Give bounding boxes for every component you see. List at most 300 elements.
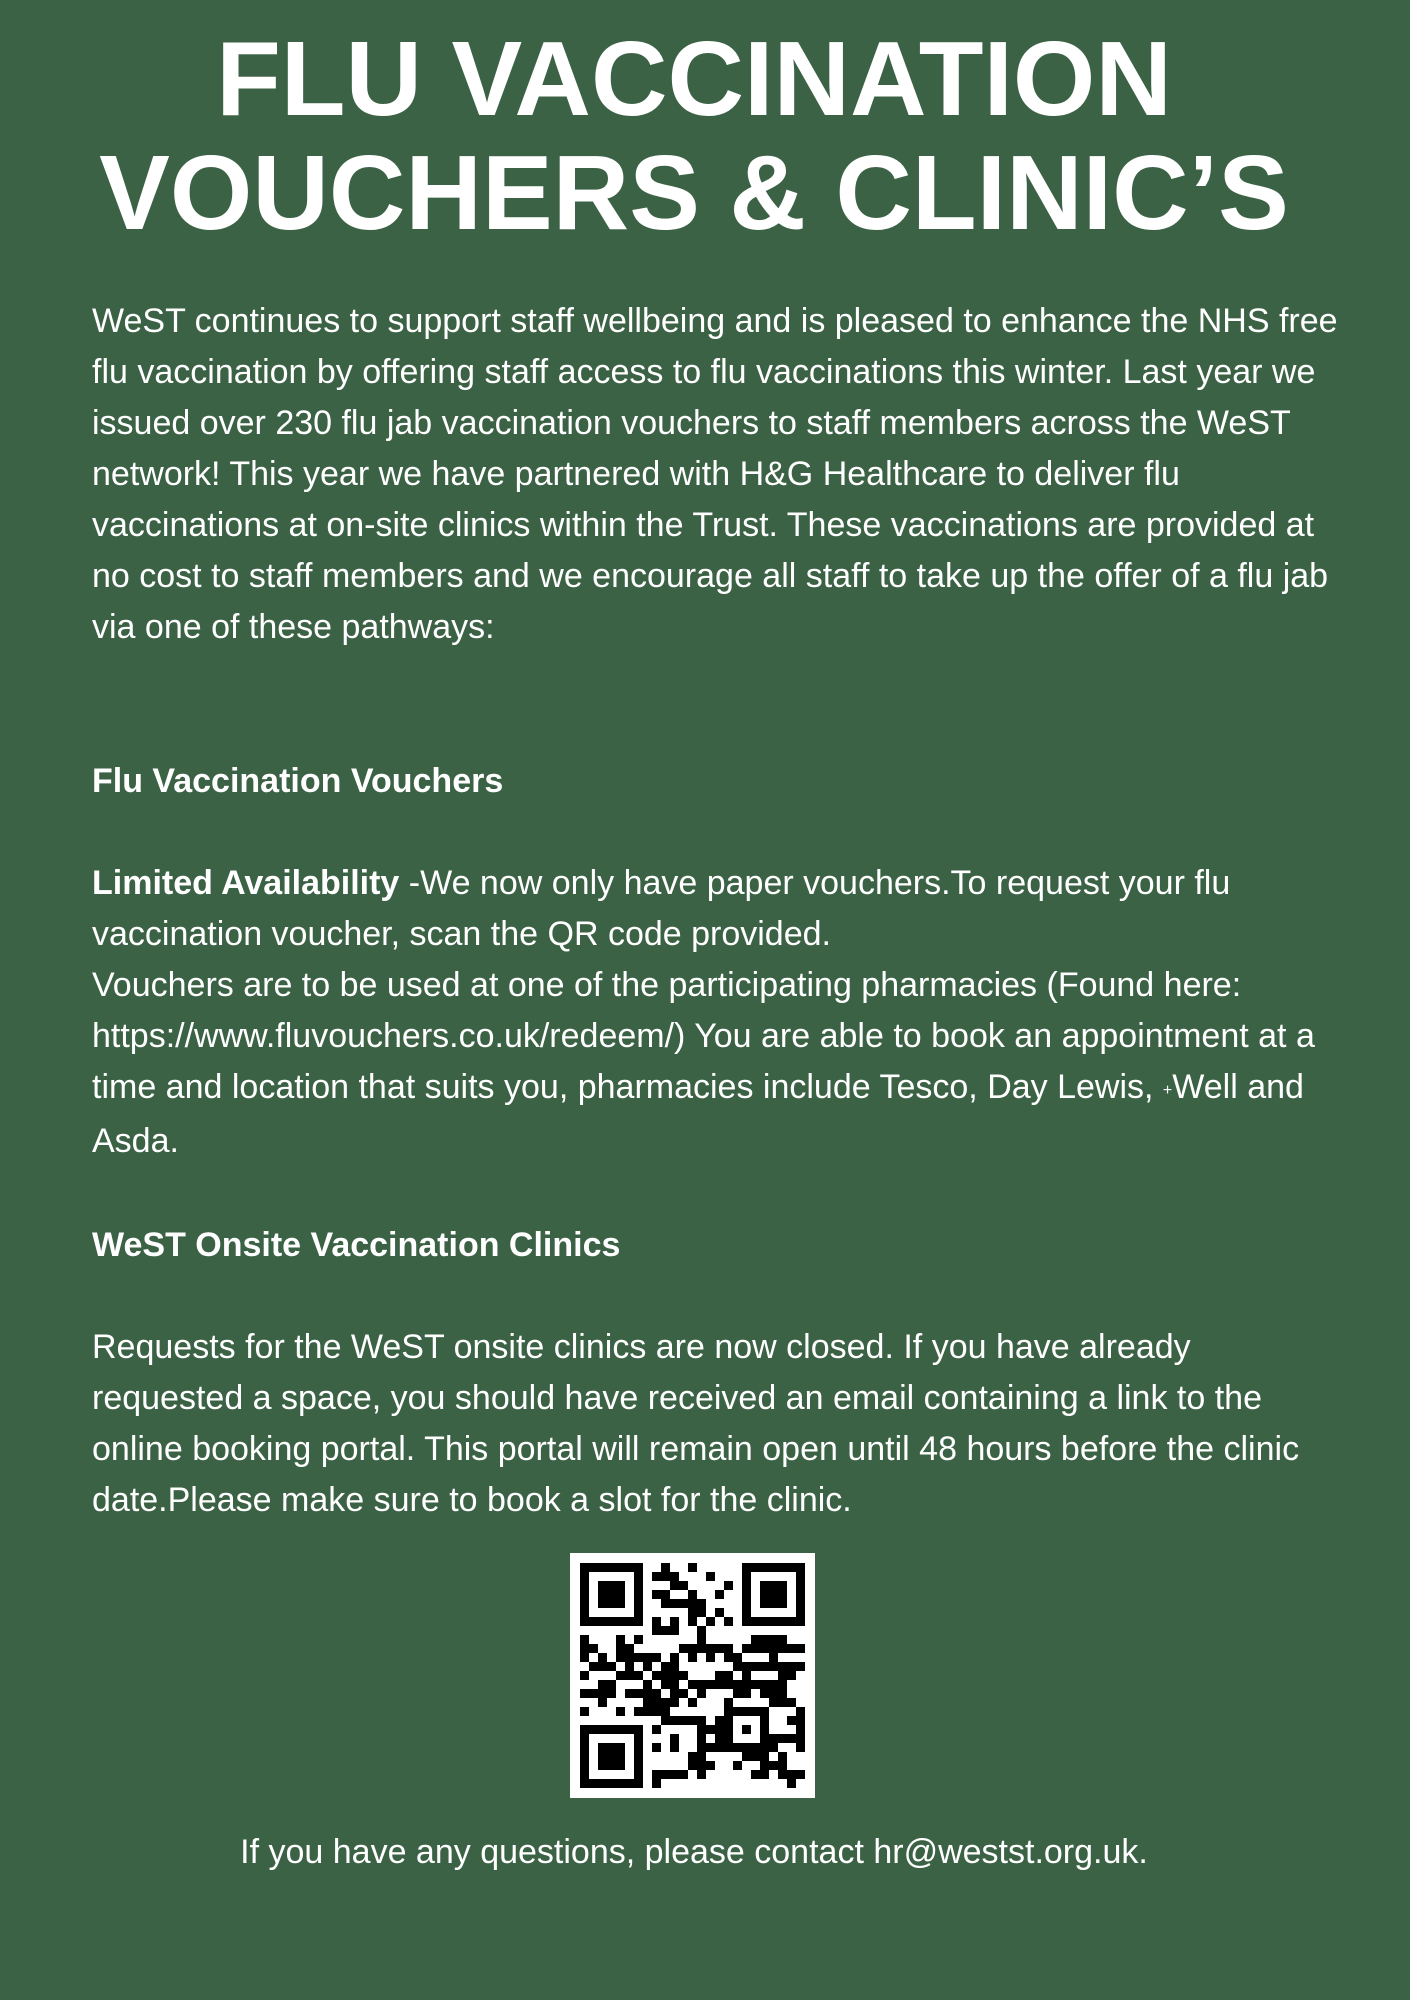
- qr-module: [796, 1590, 805, 1599]
- qr-module: [634, 1761, 643, 1770]
- qr-module: [625, 1689, 634, 1698]
- qr-module: [580, 1563, 589, 1572]
- qr-module: [652, 1689, 661, 1698]
- qr-module: [742, 1725, 751, 1734]
- qr-module: [787, 1779, 796, 1788]
- qr-module: [670, 1653, 679, 1662]
- qr-module: [616, 1752, 625, 1761]
- qr-module: [706, 1743, 715, 1752]
- qr-module: [787, 1662, 796, 1671]
- qr-module: [778, 1671, 787, 1680]
- qr-module: [742, 1563, 751, 1572]
- qr-module: [778, 1680, 787, 1689]
- qr-module: [652, 1653, 661, 1662]
- qr-module: [598, 1752, 607, 1761]
- qr-module: [580, 1572, 589, 1581]
- qr-module: [751, 1707, 760, 1716]
- qr-module: [634, 1671, 643, 1680]
- limited-we: -We: [399, 864, 471, 902]
- qr-module: [778, 1617, 787, 1626]
- qr-module: [688, 1716, 697, 1725]
- qr-module: [769, 1599, 778, 1608]
- qr-module: [706, 1680, 715, 1689]
- qr-module: [580, 1617, 589, 1626]
- qr-module: [634, 1590, 643, 1599]
- qr-module: [580, 1743, 589, 1752]
- qr-module: [796, 1734, 805, 1743]
- qr-module: [643, 1680, 652, 1689]
- qr-module: [616, 1563, 625, 1572]
- qr-module: [769, 1680, 778, 1689]
- qr-module: [769, 1689, 778, 1698]
- qr-module: [787, 1770, 796, 1779]
- qr-module: [751, 1743, 760, 1752]
- qr-module: [625, 1725, 634, 1734]
- page-edge-divider: [1410, 0, 1414, 2000]
- qr-module: [607, 1563, 616, 1572]
- qr-module: [661, 1662, 670, 1671]
- qr-module: [625, 1671, 634, 1680]
- qr-module: [580, 1590, 589, 1599]
- qr-module: [724, 1743, 733, 1752]
- qr-module: [607, 1743, 616, 1752]
- qr-module: [598, 1653, 607, 1662]
- qr-module: [661, 1563, 670, 1572]
- qr-module: [616, 1581, 625, 1590]
- qr-module: [670, 1743, 679, 1752]
- qr-module: [778, 1590, 787, 1599]
- qr-module: [715, 1743, 724, 1752]
- limited-text-3: Well and Asda.: [92, 1068, 1304, 1160]
- qr-module: [679, 1581, 688, 1590]
- qr-module: [607, 1761, 616, 1770]
- qr-module: [796, 1707, 805, 1716]
- qr-module: [778, 1563, 787, 1572]
- qr-module: [643, 1662, 652, 1671]
- qr-module: [652, 1572, 661, 1581]
- qr-module: [661, 1626, 670, 1635]
- qr-module: [616, 1743, 625, 1752]
- qr-module: [661, 1770, 670, 1779]
- qr-module: [697, 1716, 706, 1725]
- qr-module: [580, 1725, 589, 1734]
- qr-module: [598, 1662, 607, 1671]
- qr-module: [769, 1662, 778, 1671]
- qr-module: [634, 1725, 643, 1734]
- qr-module: [643, 1707, 652, 1716]
- limited-availability-label: Limited Availability: [92, 864, 400, 902]
- qr-module: [598, 1680, 607, 1689]
- qr-module: [679, 1671, 688, 1680]
- qr-module: [715, 1725, 724, 1734]
- qr-module: [607, 1689, 616, 1698]
- qr-module: [679, 1599, 688, 1608]
- qr-module: [670, 1572, 679, 1581]
- qr-module: [769, 1653, 778, 1662]
- qr-module: [742, 1671, 751, 1680]
- qr-module: [661, 1671, 670, 1680]
- qr-code-graphic: [580, 1563, 805, 1788]
- qr-module: [724, 1644, 733, 1653]
- qr-module: [706, 1761, 715, 1770]
- qr-module: [580, 1734, 589, 1743]
- qr-module: [697, 1761, 706, 1770]
- qr-module: [769, 1563, 778, 1572]
- qr-module: [742, 1680, 751, 1689]
- qr-module: [598, 1617, 607, 1626]
- qr-module: [589, 1779, 598, 1788]
- qr-module: [580, 1761, 589, 1770]
- qr-module: [733, 1707, 742, 1716]
- qr-module: [670, 1716, 679, 1725]
- qr-module: [670, 1770, 679, 1779]
- qr-module: [616, 1644, 625, 1653]
- qr-module: [607, 1779, 616, 1788]
- qr-module: [796, 1563, 805, 1572]
- limited-text-1: now only have paper vouchers.To request your flu vaccination voucher, scan the QR code provided.: [92, 864, 1231, 953]
- qr-module: [616, 1653, 625, 1662]
- qr-module: [625, 1644, 634, 1653]
- qr-module: [796, 1581, 805, 1590]
- qr-module: [670, 1680, 679, 1689]
- qr-module: [751, 1770, 760, 1779]
- qr-module: [652, 1617, 661, 1626]
- qr-module: [607, 1662, 616, 1671]
- qr-module: [706, 1617, 715, 1626]
- qr-module: [742, 1689, 751, 1698]
- qr-module: [598, 1779, 607, 1788]
- qr-module: [751, 1563, 760, 1572]
- qr-module: [670, 1599, 679, 1608]
- qr-module: [652, 1779, 661, 1788]
- vouchers-heading: Flu Vaccination Vouchers: [92, 762, 504, 800]
- qr-module: [769, 1761, 778, 1770]
- qr-module: [733, 1689, 742, 1698]
- qr-module: [733, 1743, 742, 1752]
- qr-module: [733, 1680, 742, 1689]
- qr-module: [625, 1563, 634, 1572]
- qr-module: [706, 1572, 715, 1581]
- qr-module: [697, 1770, 706, 1779]
- qr-module: [742, 1752, 751, 1761]
- qr-module: [661, 1716, 670, 1725]
- qr-module: [580, 1707, 589, 1716]
- limited-text-2: Vouchers are to be used at one of the participating pharmacies (Found here: https://www.fluvouchers.co.uk/redeem/) You are able to book an appointment at a time and location that suits you, pharmacies include Tesco, Day Lewis,: [92, 966, 1315, 1106]
- qr-module: [796, 1572, 805, 1581]
- qr-module: [688, 1680, 697, 1689]
- qr-module: [589, 1662, 598, 1671]
- qr-module: [634, 1581, 643, 1590]
- qr-module: [796, 1716, 805, 1725]
- qr-module: [598, 1599, 607, 1608]
- qr-module: [598, 1590, 607, 1599]
- qr-module: [634, 1779, 643, 1788]
- qr-module: [634, 1635, 643, 1644]
- qr-module: [760, 1743, 769, 1752]
- qr-module: [742, 1608, 751, 1617]
- qr-module: [598, 1563, 607, 1572]
- qr-module: [580, 1671, 589, 1680]
- qr-module: [652, 1626, 661, 1635]
- qr-module: [661, 1599, 670, 1608]
- qr-module: [670, 1671, 679, 1680]
- qr-module: [697, 1743, 706, 1752]
- qr-module: [580, 1653, 589, 1662]
- qr-module: [598, 1761, 607, 1770]
- qr-module: [607, 1725, 616, 1734]
- qr-module: [625, 1653, 634, 1662]
- qr-module: [589, 1689, 598, 1698]
- qr-module: [742, 1662, 751, 1671]
- qr-module: [652, 1590, 661, 1599]
- qr-module: [742, 1743, 751, 1752]
- qr-module: [580, 1752, 589, 1761]
- qr-module: [661, 1698, 670, 1707]
- qr-module: [787, 1617, 796, 1626]
- qr-module: [661, 1707, 670, 1716]
- qr-module: [634, 1572, 643, 1581]
- qr-module: [670, 1662, 679, 1671]
- qr-module: [625, 1662, 634, 1671]
- qr-module: [688, 1644, 697, 1653]
- qr-module: [715, 1644, 724, 1653]
- qr-module: [769, 1617, 778, 1626]
- qr-module: [634, 1770, 643, 1779]
- qr-module: [616, 1761, 625, 1770]
- qr-module: [715, 1680, 724, 1689]
- qr-module: [580, 1770, 589, 1779]
- qr-module: [679, 1644, 688, 1653]
- qr-module: [751, 1752, 760, 1761]
- qr-module: [796, 1725, 805, 1734]
- qr-module: [634, 1608, 643, 1617]
- qr-module: [769, 1734, 778, 1743]
- qr-module: [652, 1671, 661, 1680]
- qr-module: [760, 1770, 769, 1779]
- qr-module: [760, 1707, 769, 1716]
- qr-module: [652, 1698, 661, 1707]
- qr-module: [796, 1644, 805, 1653]
- qr-module: [580, 1599, 589, 1608]
- qr-module: [634, 1563, 643, 1572]
- qr-module: [715, 1608, 724, 1617]
- qr-module: [751, 1662, 760, 1671]
- plus-symbol: +: [1162, 1082, 1173, 1099]
- qr-module: [697, 1635, 706, 1644]
- qr-module: [580, 1608, 589, 1617]
- qr-module: [634, 1617, 643, 1626]
- qr-module: [688, 1752, 697, 1761]
- qr-module: [598, 1581, 607, 1590]
- qr-module: [796, 1770, 805, 1779]
- qr-module: [796, 1662, 805, 1671]
- qr-module: [616, 1671, 625, 1680]
- qr-module: [625, 1617, 634, 1626]
- qr-module: [688, 1590, 697, 1599]
- qr-module: [697, 1734, 706, 1743]
- contact-line: If you have any questions, please contact hr@westst.org.uk.: [240, 1833, 1148, 1871]
- qr-module: [670, 1617, 679, 1626]
- qr-module: [787, 1563, 796, 1572]
- qr-module: [796, 1617, 805, 1626]
- qr-module: [760, 1635, 769, 1644]
- qr-module: [643, 1689, 652, 1698]
- qr-module: [760, 1599, 769, 1608]
- qr-module: [742, 1572, 751, 1581]
- qr-module: [751, 1680, 760, 1689]
- qr-module: [634, 1752, 643, 1761]
- qr-module: [688, 1698, 697, 1707]
- qr-module: [652, 1770, 661, 1779]
- qr-module: [760, 1716, 769, 1725]
- qr-module: [643, 1653, 652, 1662]
- qr-module: [670, 1734, 679, 1743]
- qr-module: [742, 1590, 751, 1599]
- qr-module: [742, 1617, 751, 1626]
- qr-module: [742, 1707, 751, 1716]
- qr-module: [796, 1608, 805, 1617]
- qr-module: [607, 1590, 616, 1599]
- qr-module: [634, 1653, 643, 1662]
- qr-module: [652, 1725, 661, 1734]
- qr-module: [778, 1581, 787, 1590]
- qr-module: [688, 1608, 697, 1617]
- qr-module: [607, 1680, 616, 1689]
- qr-module: [670, 1689, 679, 1698]
- qr-module: [733, 1662, 742, 1671]
- qr-module: [769, 1635, 778, 1644]
- qr-module: [634, 1707, 643, 1716]
- qr-module: [634, 1689, 643, 1698]
- qr-module: [778, 1599, 787, 1608]
- qr-module: [679, 1716, 688, 1725]
- qr-module: [769, 1590, 778, 1599]
- qr-module: [616, 1635, 625, 1644]
- qr-module: [697, 1626, 706, 1635]
- qr-module: [688, 1617, 697, 1626]
- clinics-paragraph: Requests for the WeST onsite clinics are now closed. If you have already requested a space, you should have received an email containing a link to the online booking portal. This portal will remain open until 48 hours before the clinic date.Please make sure to book a slot for the clinic.: [92, 1328, 1300, 1519]
- qr-module: [724, 1653, 733, 1662]
- qr-module: [724, 1680, 733, 1689]
- qr-module: [796, 1599, 805, 1608]
- qr-module: [616, 1617, 625, 1626]
- qr-module: [598, 1743, 607, 1752]
- qr-module: [787, 1698, 796, 1707]
- qr-module: [796, 1743, 805, 1752]
- qr-module: [697, 1644, 706, 1653]
- qr-module: [751, 1635, 760, 1644]
- qr-module: [760, 1590, 769, 1599]
- qr-module: [652, 1707, 661, 1716]
- qr-module: [778, 1662, 787, 1671]
- qr-module: [769, 1698, 778, 1707]
- qr-module: [778, 1635, 787, 1644]
- qr-module: [724, 1716, 733, 1725]
- qr-module: [589, 1725, 598, 1734]
- qr-module: [715, 1734, 724, 1743]
- qr-module: [589, 1617, 598, 1626]
- qr-module: [724, 1617, 733, 1626]
- vouchers-paragraph: [92, 858, 1342, 1167]
- qr-module: [661, 1680, 670, 1689]
- qr-module: [652, 1743, 661, 1752]
- qr-module: [670, 1698, 679, 1707]
- qr-module: [688, 1761, 697, 1770]
- qr-module: [616, 1779, 625, 1788]
- qr-module: [787, 1716, 796, 1725]
- qr-module: [697, 1608, 706, 1617]
- qr-module: [760, 1617, 769, 1626]
- qr-module: [769, 1581, 778, 1590]
- qr-code-icon: [570, 1553, 815, 1798]
- qr-module: [760, 1689, 769, 1698]
- qr-module: [679, 1770, 688, 1779]
- qr-module: [607, 1752, 616, 1761]
- qr-module: [643, 1698, 652, 1707]
- qr-module: [634, 1743, 643, 1752]
- qr-module: [769, 1644, 778, 1653]
- qr-module: [589, 1563, 598, 1572]
- qr-module: [607, 1599, 616, 1608]
- clinics-heading: WeST Onsite Vaccination Clinics: [92, 1226, 621, 1264]
- qr-module: [742, 1644, 751, 1653]
- qr-module: [787, 1734, 796, 1743]
- qr-module: [715, 1590, 724, 1599]
- qr-module: [706, 1653, 715, 1662]
- intro-paragraph: WeST continues to support staff wellbeing and is pleased to enhance the NHS free flu vaccination by offering staff access to flu vaccinations this winter. Last year we issued over 230 flu jab vaccination vouchers to staff members across the WeST network! This year we have partnered with H&G Healthcare to deliver flu vaccinations at on-site clinics within the Trust. These vaccinations are provided at no cost to staff members and we encourage all staff to take up the offer of a flu jab via one of these pathways:: [92, 302, 1338, 646]
- qr-module: [598, 1725, 607, 1734]
- qr-module: [751, 1617, 760, 1626]
- qr-module: [589, 1644, 598, 1653]
- qr-module: [688, 1653, 697, 1662]
- qr-module: [616, 1707, 625, 1716]
- qr-module: [715, 1716, 724, 1725]
- qr-module: [598, 1689, 607, 1698]
- qr-module: [787, 1671, 796, 1680]
- qr-module: [580, 1779, 589, 1788]
- qr-module: [697, 1599, 706, 1608]
- qr-module: [580, 1689, 589, 1698]
- qr-module: [778, 1644, 787, 1653]
- qr-module: [697, 1725, 706, 1734]
- qr-module: [778, 1761, 787, 1770]
- qr-module: [661, 1590, 670, 1599]
- qr-module: [733, 1761, 742, 1770]
- page-title: [0, 22, 1388, 250]
- qr-module: [760, 1752, 769, 1761]
- qr-module: [724, 1734, 733, 1743]
- qr-module: [706, 1644, 715, 1653]
- qr-module: [769, 1743, 778, 1752]
- qr-module: [760, 1725, 769, 1734]
- qr-module: [661, 1572, 670, 1581]
- qr-module: [724, 1581, 733, 1590]
- qr-module: [742, 1599, 751, 1608]
- qr-module: [724, 1707, 733, 1716]
- qr-module: [634, 1599, 643, 1608]
- qr-module: [616, 1599, 625, 1608]
- qr-module: [697, 1752, 706, 1761]
- qr-module: [715, 1671, 724, 1680]
- qr-module: [580, 1635, 589, 1644]
- qr-module: [625, 1779, 634, 1788]
- qr-module: [634, 1734, 643, 1743]
- qr-module: [724, 1725, 733, 1734]
- qr-module: [616, 1590, 625, 1599]
- qr-module: [670, 1581, 679, 1590]
- qr-module: [688, 1563, 697, 1572]
- qr-module: [760, 1734, 769, 1743]
